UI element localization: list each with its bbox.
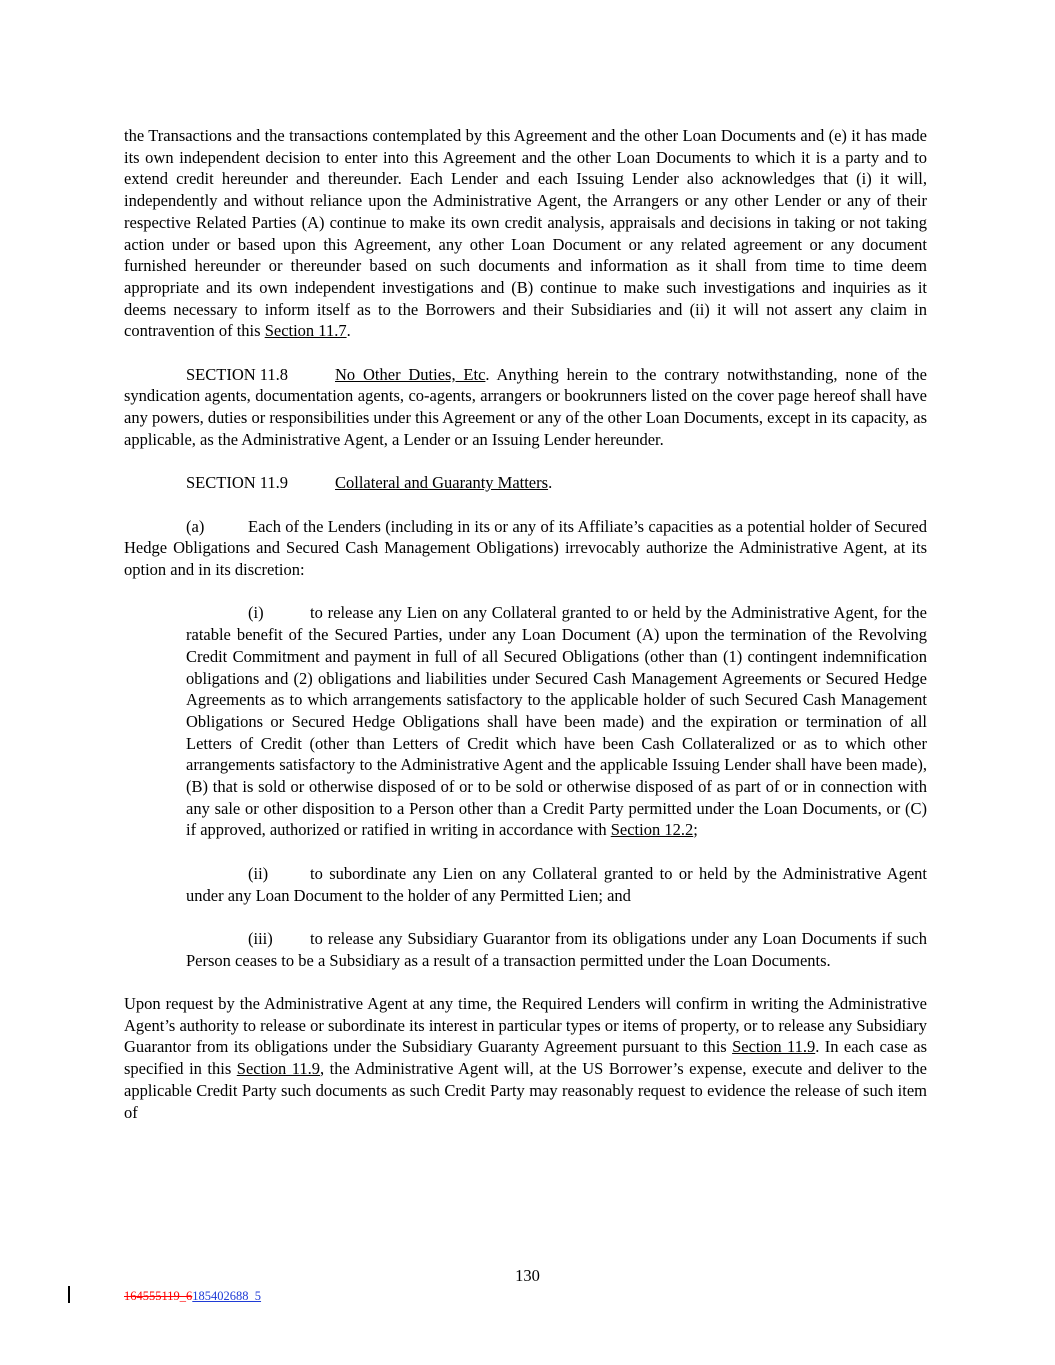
section-heading: No Other Duties, Etc — [335, 364, 486, 384]
section-11-7-reference[interactable]: Section 11.7 — [264, 321, 347, 341]
section-11-9-reference[interactable]: Section 11.9 — [236, 1059, 321, 1079]
clause-label: (i) — [248, 603, 264, 623]
section-number: SECTION 11.8 — [186, 364, 289, 384]
section-12-2-reference[interactable]: Section 12.2 — [610, 820, 694, 840]
clause-iii: (iii) to release any Subsidiary Guarantor from its obligations under any Loan Documents if such Person ceases to be a Subsidiary as a result of a transaction permitted under the Loan Documents. — [186, 928, 927, 970]
clause-ii: (ii) to subordinate any Lien on any Collateral granted to or held by the Administrative Agent under any Loan Document to the holder of any Permitted Lien; and — [186, 863, 927, 905]
page-number: 130 — [515, 1266, 540, 1285]
clause-label: (iii) — [248, 928, 273, 948]
clause-label: (ii) — [248, 863, 269, 883]
clause-label: (a) — [186, 516, 205, 536]
body-text — [124, 125, 927, 1123]
document-id-deleted: 164555119_6 — [124, 1289, 193, 1303]
section-11-8: SECTION 11.8 No Other Duties, Etc. Anything herein to the contrary notwithstanding, none of the syndication agents, documentation agents, co-agents, arrangers or bookrunners listed on the cover page hereof shall have any powers, duties or responsibilities under this Agreement or any of the other Loan Documents, except in its capacity, as applicable, as the Administrative Agent, a Lender or an Issuing Lender hereunder. — [124, 364, 927, 449]
closing-paragraph: Upon request by the Administrative Agent at any time, the Required Lenders will confirm in writing the Administrative Agent’s authority to release or subordinate its interest in particular types or items of property, or to release any Subsidiary Guarantor from its obligations under the Subsidiary Guaranty Agreement pursuant to this Section 11.9. In each case as specified in this Section 11.9, the Administrative Agent will, at the US Borrower’s expense, execute and deliver to the applicable Credit Party such documents as such Credit Party may reasonably request to evidence the release of such item of — [124, 994, 927, 1122]
document-id — [124, 1289, 261, 1304]
clause-i: (i) to release any Lien on any Collateral granted to or held by the Administrative Agent, for the ratable benefit of the Secured Parties, under any Loan Document (A) upon the termination of the Revolving Credit Commitment and payment in full of all Secured Obligations (other than (1) contingent indemnification obligations and (2) obligations and liabilities under Secured Cash Management Agreements or Secured Hedge Agreements as to which arrangements satisfactory to the applicable holder of such Secured Cash Management Obligations or Secured Hedge Obligations shall have been made) and the expiration or termination of all Letters of Credit (other than Letters of Credit which have been Cash Collateralized or as to which other arrangements satisfactory to the Administrative Agent and the applicable Issuing Lender shall have been made), (B) that is sold or otherwise disposed of or to be sold or otherwise disposed of as part of or in connection with any sale or other disposition to a Person other than a Credit Party permitted under the Loan Documents, or (C) if approved, authorized or ratified in writing in accordance with Section 12.2; — [186, 603, 927, 840]
section-heading: Collateral and Guaranty Matters — [335, 473, 549, 493]
section-number: SECTION 11.9 — [186, 473, 289, 493]
section-11-9-reference[interactable]: Section 11.9 — [732, 1037, 816, 1057]
section-11-9: SECTION 11.9 Collateral and Guaranty Matters. — [186, 473, 553, 493]
clause-a: (a) Each of the Lenders (including in its or any of its Affiliate’s capacities as a potential holder of Secured Hedge Obligations and Secured Cash Management Obligations) irrevocably authorize the Administrative Agent, at its option and in its discretion: — [124, 516, 927, 580]
paragraph-continuation: the Transactions and the transactions contemplated by this Agreement and the other Loan Documents and (e) it has made its own independent decision to enter into this Agreement and the other Loan Documents to which it is a party and to extend credit hereunder and thereunder. Each Lender and each Issuing Lender also acknowledges that (i) it will, independently and without reliance upon the Administrative Agent, the Arrangers or any other Lender or any of their respective Related Parties (A) continue to make its own credit analysis, appraisals and decisions in taking or not taking action under or based upon this Agreement, any other Loan Document or any related agreement or any document furnished hereunder or thereunder based on such documents and information as it shall from time to time deem appropriate and its own independent investigations and (B) continue to make such investigations and inquiries as it deems necessary to inform itself as to the Borrowers and their Subsidiaries and (ii) it will not assert any claim in contravention of this Section 11.7. — [124, 126, 927, 341]
document-id-inserted: 185402688_5 — [192, 1289, 262, 1303]
revision-change-bar — [68, 1286, 70, 1303]
